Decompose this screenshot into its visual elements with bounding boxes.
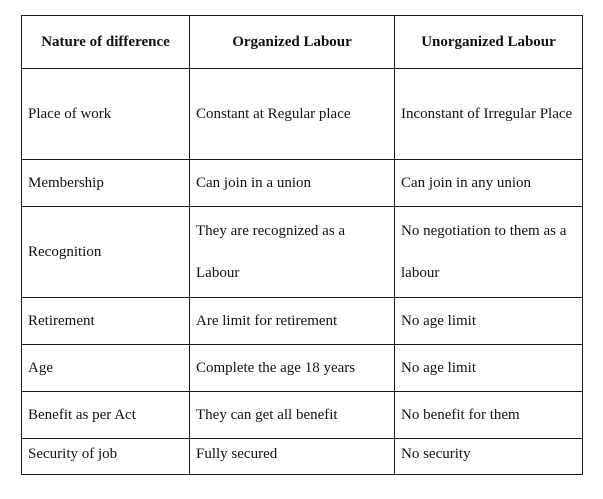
table-row [22, 298, 583, 345]
table-cell: No security [395, 439, 583, 475]
column-header: Unorganized Labour [395, 16, 583, 69]
table-cell: Benefit as per Act [22, 392, 190, 439]
column-header: Nature of difference [22, 16, 190, 69]
table-cell: Inconstant of Irregular Place [395, 69, 583, 160]
table-cell: No negotiation to them as a labour [395, 207, 583, 298]
table-row [22, 392, 583, 439]
table-cell: Membership [22, 160, 190, 207]
table-cell: Constant at Regular place [190, 69, 395, 160]
table-row [22, 439, 583, 475]
table-row [22, 69, 583, 160]
table-cell: Can join in any union [395, 160, 583, 207]
column-header: Organized Labour [190, 16, 395, 69]
table-cell: Can join in a union [190, 160, 395, 207]
table-cell: No age limit [395, 298, 583, 345]
table-cell: Are limit for retirement [190, 298, 395, 345]
table-cell: Age [22, 345, 190, 392]
table-cell: Retirement [22, 298, 190, 345]
table-cell: Place of work [22, 69, 190, 160]
table-cell: Security of job [22, 439, 190, 475]
table-row [22, 345, 583, 392]
table-cell: They are recognized as a Labour [190, 207, 395, 298]
table-cell: Complete the age 18 years [190, 345, 395, 392]
table-cell: They can get all benefit [190, 392, 395, 439]
table-header-row [22, 16, 583, 69]
table-cell: No age limit [395, 345, 583, 392]
table-cell: Recognition [22, 207, 190, 298]
table-row [22, 207, 583, 298]
table-cell: No benefit for them [395, 392, 583, 439]
table-cell: Fully secured [190, 439, 395, 475]
comparison-table [21, 15, 583, 475]
table-row [22, 160, 583, 207]
